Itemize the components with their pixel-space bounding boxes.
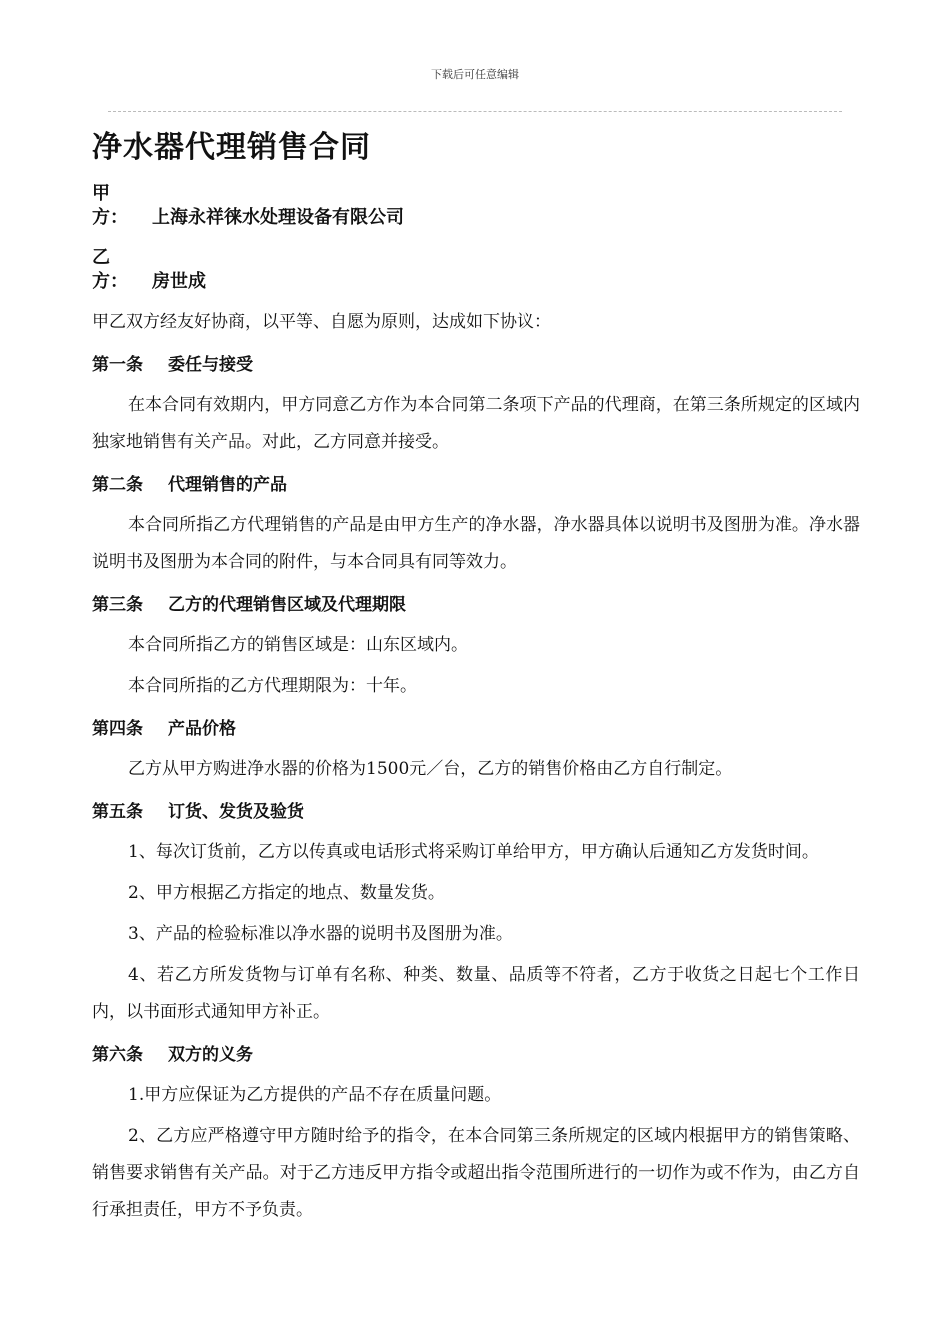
article-paragraph: 1、每次订货前，乙方以传真或电话形式将采购订单给甲方，甲方确认后通知乙方发货时间。 bbox=[128, 842, 819, 862]
article-heading bbox=[92, 587, 860, 623]
article-title: 乙方的代理销售区域及代理期限 bbox=[168, 595, 406, 615]
article-paragraph: 乙方从甲方购进净水器的价格为1500元／台，乙方的销售价格由乙方自行制定。 bbox=[128, 759, 733, 779]
article-paragraph: 本合同所指的乙方代理期限为：十年。 bbox=[128, 676, 417, 696]
article-title: 订货、发货及验货 bbox=[168, 802, 304, 822]
article-title: 产品价格 bbox=[168, 719, 236, 739]
intro-paragraph: 甲乙双方经友好协商，以平等、自愿为原则，达成如下协议： bbox=[92, 312, 551, 332]
article-heading bbox=[92, 1037, 860, 1073]
article-paragraph: 本合同所指乙方代理销售的产品是由甲方生产的净水器，净水器具体以说明书及图册为准。净水器说明书及图册为本合同的附件，与本合同具有同等效力。 bbox=[92, 515, 860, 572]
article-number: 第四条 bbox=[92, 719, 143, 739]
article-paragraph: 本合同所指乙方的销售区域是：山东区域内。 bbox=[128, 635, 468, 655]
article-heading bbox=[92, 347, 860, 383]
article-title: 代理销售的产品 bbox=[168, 475, 287, 495]
party-a-label: 甲 方： bbox=[92, 183, 128, 228]
party-b bbox=[92, 246, 860, 294]
article-number: 第二条 bbox=[92, 475, 143, 495]
article-heading bbox=[92, 794, 860, 830]
party-b-name: 房世成 bbox=[152, 271, 206, 292]
article-number: 第三条 bbox=[92, 595, 143, 615]
document-body bbox=[92, 120, 860, 1229]
article-number: 第五条 bbox=[92, 802, 143, 822]
article-paragraph: 2、乙方应严格遵守甲方随时给予的指令，在本合同第三条所规定的区域内根据甲方的销售策略、销售要求销售有关产品。对于乙方违反甲方指令或超出指令范围所进行的一切作为或不作为，由乙方自行承担责任，甲方不予负责。 bbox=[92, 1126, 860, 1220]
article-paragraph: 1.甲方应保证为乙方提供的产品不存在质量问题。 bbox=[128, 1085, 502, 1105]
article-number: 第一条 bbox=[92, 355, 143, 375]
header-note: 下载后可任意编辑 bbox=[431, 68, 519, 81]
party-b-label: 乙 方： bbox=[92, 247, 128, 292]
article-paragraph: 在本合同有效期内，甲方同意乙方作为本合同第二条项下产品的代理商，在第三条所规定的区域内独家地销售有关产品。对此，乙方同意并接受。 bbox=[92, 395, 860, 452]
article-paragraph: 2、甲方根据乙方指定的地点、数量发货。 bbox=[128, 883, 445, 903]
article-number: 第六条 bbox=[92, 1045, 143, 1065]
article-title: 委任与接受 bbox=[168, 355, 253, 375]
header-divider bbox=[108, 111, 842, 112]
document-title: 净水器代理销售合同 bbox=[92, 130, 371, 165]
article-paragraph: 3、产品的检验标准以净水器的说明书及图册为准。 bbox=[128, 924, 513, 944]
article-heading bbox=[92, 467, 860, 503]
party-a bbox=[92, 182, 860, 230]
party-a-name: 上海永祥徕水处理设备有限公司 bbox=[152, 207, 404, 228]
article-paragraph: 4、若乙方所发货物与订单有名称、种类、数量、品质等不符者，乙方于收货之日起七个工作日内，以书面形式通知甲方补正。 bbox=[92, 965, 860, 1022]
article-title: 双方的义务 bbox=[168, 1045, 253, 1065]
article-heading bbox=[92, 711, 860, 747]
